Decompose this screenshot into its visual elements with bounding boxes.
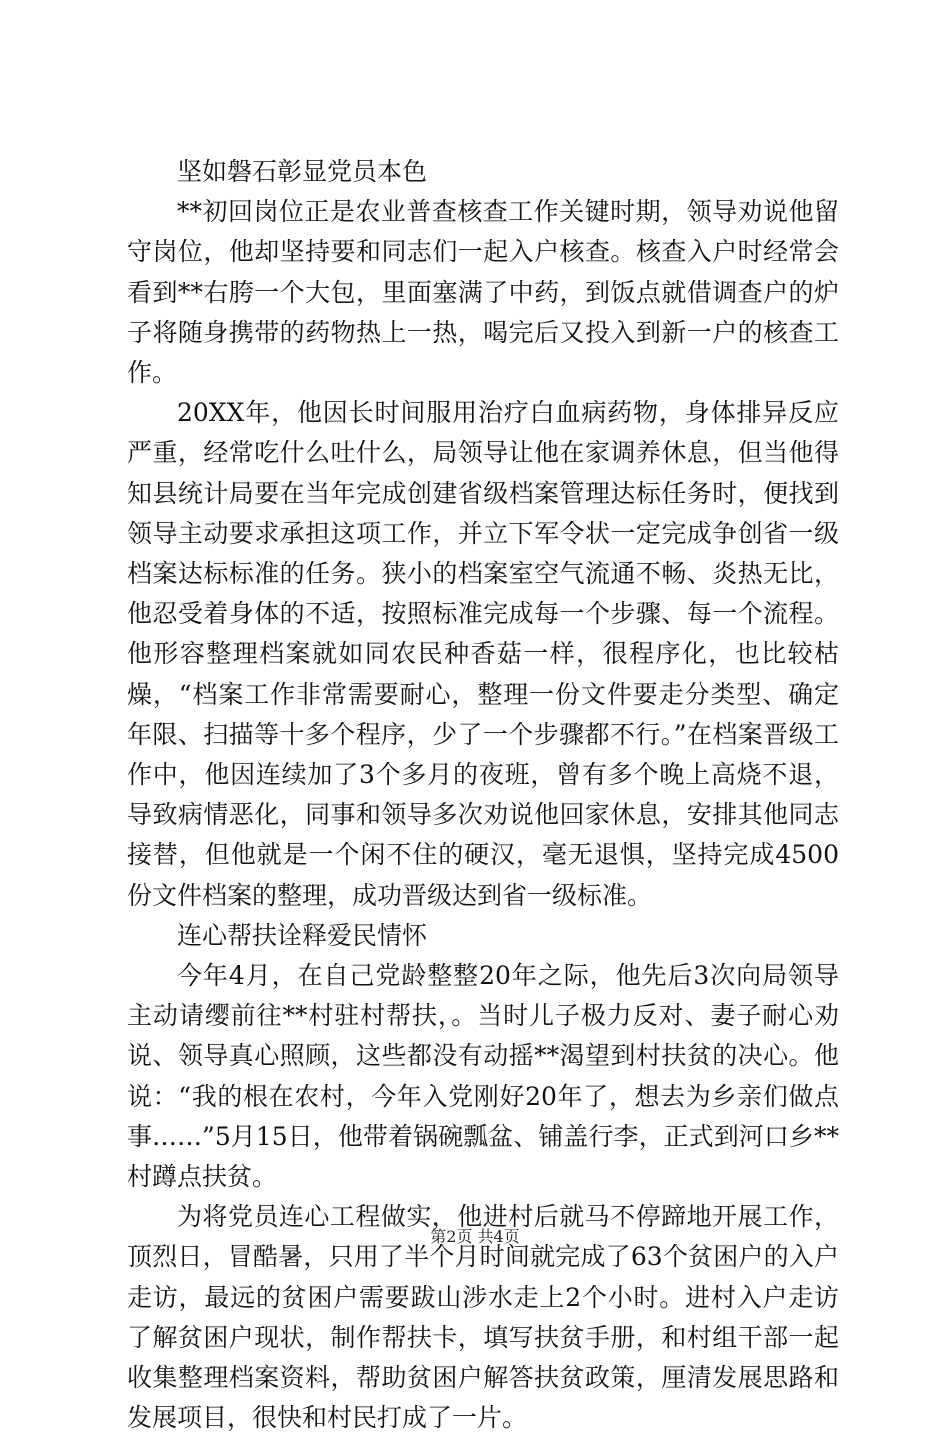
body-paragraph: 20XX年，他因长时间服用治疗白血病药物，身体排异反应严重，经常吃什么吐什么，局领导让他在家调养休息，但当他得知县统计局要在当年完成创建省级档案管理达标任务时，便找到领导主动要求承担这项工作，并立下军令状一定完成争创省一级档案达标标准的任务。狭小的档案室空气流通不畅、炎热无比，他忍受着身体的不适，按照标准完成每一个步骤、每一个流程。他形容整理档案就如同农民种香菇一样，很程序化，也比较枯燥，“档案工作非常需要耐心，整理一份文件要走分类型、确定年限、扫描等十多个程序，少了一个步骤都不行。”在档案晋级工作中，他因连续加了3个多月的夜班，曾有多个晚上高烧不退，导致病情恶化，同事和领导多次劝说他回家休息，安排其他同志接替，但他就是一个闲不住的硬汉，毫无退惧，坚持完成4500份文件档案的整理，成功晋级达到省一级标准。	[127, 398, 839, 910]
page-number-footer: 第2页 共4页	[430, 1227, 520, 1246]
body-paragraph: 为将党员连心工程做实，他进村后就马不停蹄地开展工作，顶烈日，冒酷暑，只用了半个月时间就完成了63个贫困户的入户走访，最远的贫困户需要跋山涉水走上2个小时。进村入户走访了解贫困户现状，制作帮扶卡，填写扶贫手册，和村组干部一起收集整理档案资料，帮助贫困户解答扶贫政策，厘清发展思路和发展项目，很快和村民打成了一片。	[127, 1202, 839, 1433]
body-paragraph: 今年4月，在自己党龄整整20年之际，他先后3次向局领导主动请缨前往**村驻村帮扶，。当时儿子极力反对、妻子耐心劝说、领导真心照顾，这些都没有动摇**渴望到村扶贫的决心。他说：“我的根在农村，今年入党刚好20年了，想去为乡亲们做点事……”5月15日，他带着锅碗瓢盆、铺盖行李，正式到河口乡**村蹲点扶贫。	[127, 961, 839, 1192]
section-heading: 连心帮扶诠释爱民情怀	[177, 920, 428, 950]
body-paragraph: **初回岗位正是农业普查核查工作关键时期，领导劝说他留守岗位，他却坚持要和同志们一起入户核查。核查入户时经常会看到**右胯一个大包，里面塞满了中药，到饭点就借调查户的炉子将随身携带的药物热上一热，喝完后又投入到新一户的核查工作。	[127, 197, 839, 388]
section-heading: 坚如磐石彰显党员本色	[177, 157, 428, 186]
